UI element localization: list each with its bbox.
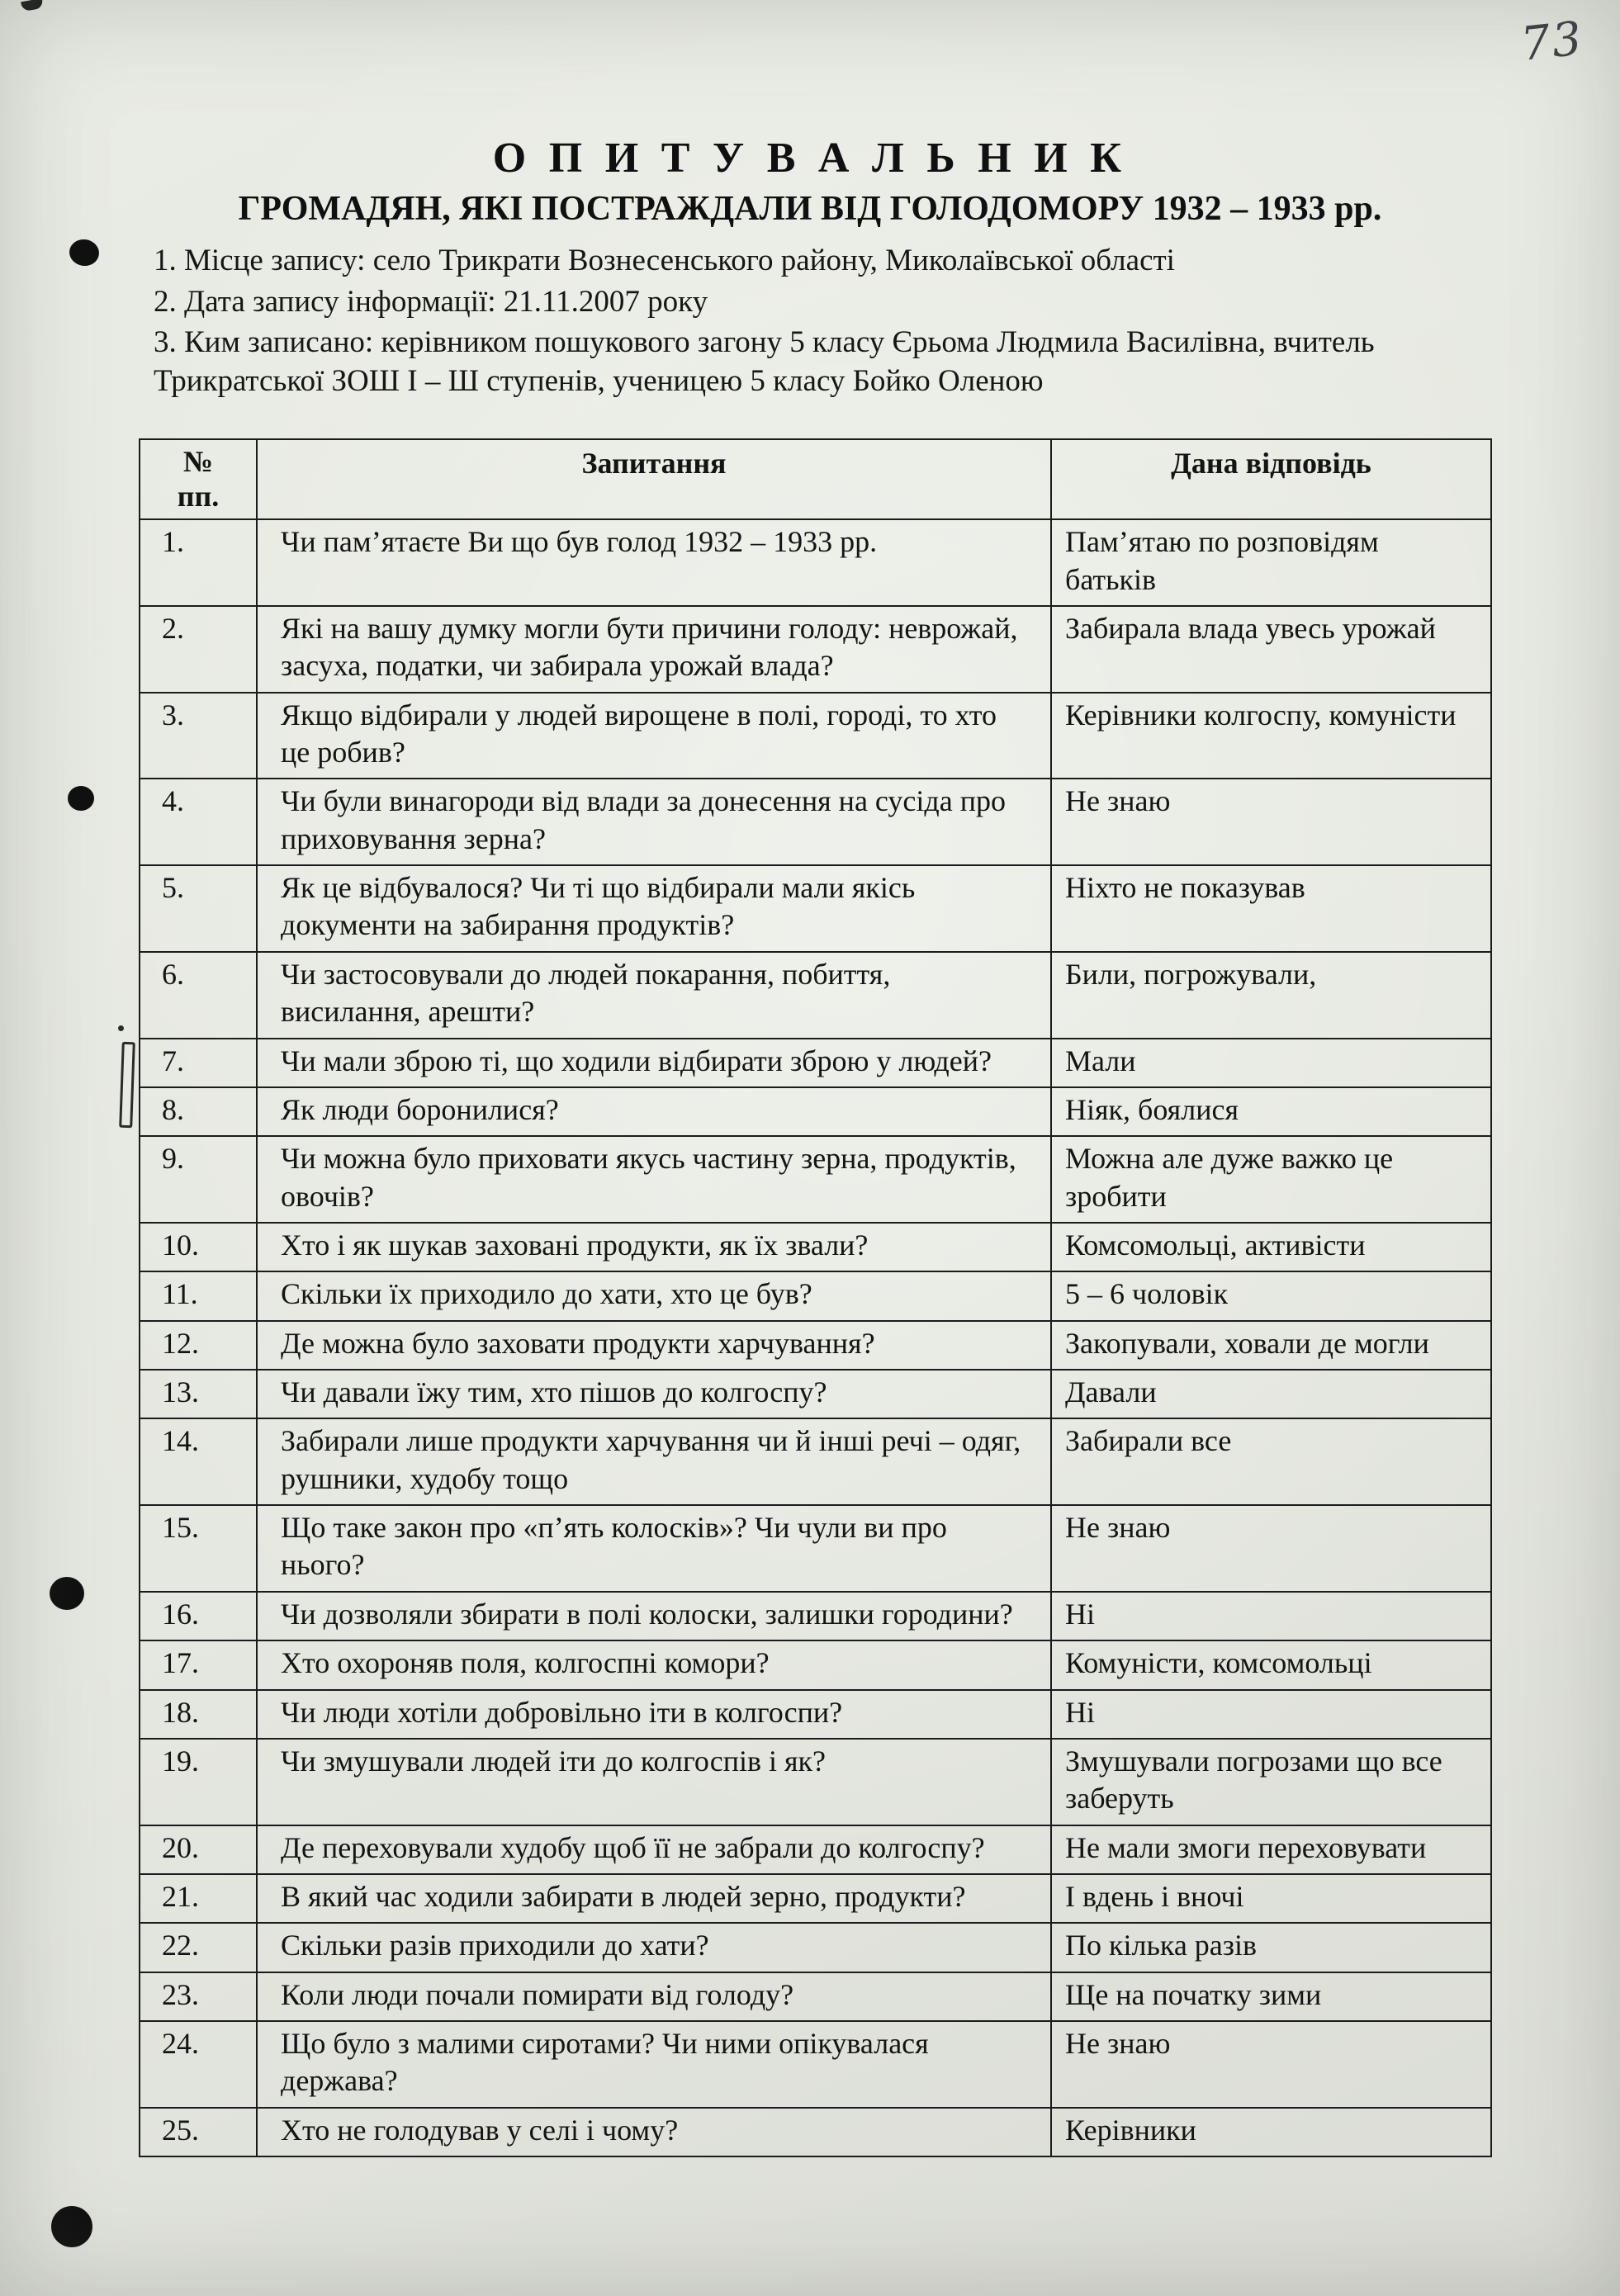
table-row bbox=[140, 952, 1491, 1039]
row-number: 25. bbox=[140, 2108, 257, 2156]
row-answer: Не знаю bbox=[1051, 779, 1491, 865]
table-row bbox=[140, 1136, 1491, 1223]
table-row bbox=[140, 1321, 1491, 1370]
table-row bbox=[140, 1505, 1491, 1592]
row-answer: І вдень і вночі bbox=[1051, 1874, 1491, 1923]
table-row bbox=[140, 693, 1491, 779]
row-answer: Можна але дуже важко це зробити bbox=[1051, 1136, 1491, 1223]
row-question: Як це відбувалося? Чи ті що відбирали мали якісь документи на забирання продуктів? bbox=[257, 865, 1051, 952]
table-row bbox=[140, 1223, 1491, 1271]
row-answer: Били, погрожували, bbox=[1051, 952, 1491, 1039]
row-number: 3. bbox=[140, 693, 257, 779]
row-number: 11. bbox=[140, 1271, 257, 1320]
row-answer: Змушували погрозами що все заберуть bbox=[1051, 1739, 1491, 1825]
row-question: Коли люди почали помирати від голоду? bbox=[257, 1972, 1051, 2021]
row-number: 9. bbox=[140, 1136, 257, 1223]
row-question: Скільки разів приходили до хати? bbox=[257, 1923, 1051, 1972]
document-title: О П И Т У В А Л Ь Н И К bbox=[492, 135, 1128, 182]
row-question: Які на вашу думку могли бути причини голоду: неврожай, засуха, податки, чи забирала урожай влада? bbox=[257, 606, 1051, 693]
row-question: Якщо відбирали у людей вирощене в полі, городі, то хто це робив? bbox=[257, 693, 1051, 779]
table-row bbox=[140, 1739, 1491, 1825]
table-row bbox=[140, 865, 1491, 952]
table-row bbox=[140, 2108, 1491, 2156]
row-number: 16. bbox=[140, 1592, 257, 1640]
row-question: Що таке закон про «п’ять колосків»? Чи чули ви про нього? bbox=[257, 1505, 1051, 1592]
table-row bbox=[140, 1874, 1491, 1923]
table-row bbox=[140, 1039, 1491, 1087]
table-row bbox=[140, 1592, 1491, 1640]
row-question: Що було з малими сиротами? Чи ними опікувалася держава? bbox=[257, 2021, 1051, 2108]
row-answer: 5 – 6 чоловік bbox=[1051, 1271, 1491, 1320]
row-number: 12. bbox=[140, 1321, 257, 1370]
hole-punch-dot bbox=[50, 1577, 84, 1610]
row-number: 8. bbox=[140, 1087, 257, 1136]
row-answer: Ніхто не показував bbox=[1051, 865, 1491, 952]
row-answer: Давали bbox=[1051, 1370, 1491, 1418]
table-row bbox=[140, 1370, 1491, 1418]
record-metadata bbox=[154, 242, 1528, 400]
row-number: 5. bbox=[140, 865, 257, 952]
table-row bbox=[140, 1087, 1491, 1136]
row-number: 14. bbox=[140, 1418, 257, 1505]
table-row bbox=[140, 779, 1491, 865]
table-row bbox=[140, 1923, 1491, 1972]
row-question: Де можна було заховати продукти харчування? bbox=[257, 1321, 1051, 1370]
row-number: 4. bbox=[140, 779, 257, 865]
row-number: 20. bbox=[140, 1825, 257, 1874]
row-number: 22. bbox=[140, 1923, 257, 1972]
row-question: Чи мали зброю ті, що ходили відбирати зброю у людей? bbox=[257, 1039, 1051, 1087]
column-header-number-line2: пп. bbox=[177, 479, 220, 513]
table-row bbox=[140, 2021, 1491, 2108]
row-number: 7. bbox=[140, 1039, 257, 1087]
row-question: Чи можна було приховати якусь частину зерна, продуктів, овочів? bbox=[257, 1136, 1051, 1223]
row-question: Чи пам’ятаєте Ви що був голод 1932 – 1933 рр. bbox=[257, 519, 1051, 606]
row-question: Забирали лише продукти харчування чи й інші речі – одяг, рушники, худобу тощо bbox=[257, 1418, 1051, 1505]
column-header-number bbox=[140, 439, 257, 519]
staple-mark bbox=[119, 1042, 135, 1128]
table-row bbox=[140, 1640, 1491, 1689]
hole-punch-dot bbox=[51, 2206, 92, 2247]
row-answer: По кілька разів bbox=[1051, 1923, 1491, 1972]
row-number: 24. bbox=[140, 2021, 257, 2108]
document-header bbox=[0, 0, 1620, 400]
row-question: Чи застосовували до людей покарання, побиття, висилання, арешти? bbox=[257, 952, 1051, 1039]
row-answer: Забирала влада увесь урожай bbox=[1051, 606, 1491, 693]
meta-recorder-line: 3. Ким записано: керівником пошукового загону 5 класу Єрьома Людмила Василівна, вчитель Трикратської ЗОШ І – Ш ступенів, ученицею 5 класу Бойко Оленою bbox=[154, 325, 1375, 398]
row-question: Чи дозволяли збирати в полі колоски, залишки городини? bbox=[257, 1592, 1051, 1640]
row-number: 18. bbox=[140, 1690, 257, 1739]
row-question: Чи змушували людей іти до колгоспів і як? bbox=[257, 1739, 1051, 1825]
row-number: 1. bbox=[140, 519, 257, 606]
handwritten-page-number: 73 bbox=[1518, 12, 1586, 72]
row-answer: Керівники колгоспу, комуністи bbox=[1051, 693, 1491, 779]
table-row bbox=[140, 606, 1491, 693]
row-number: 21. bbox=[140, 1874, 257, 1923]
row-answer: Забирали все bbox=[1051, 1418, 1491, 1505]
row-question: Де переховували худобу щоб її не забрали до колгоспу? bbox=[257, 1825, 1051, 1874]
row-number: 6. bbox=[140, 952, 257, 1039]
row-question: Чи були винагороди від влади за донесення на сусіда про приховування зерна? bbox=[257, 779, 1051, 865]
column-header-number-line1: № bbox=[182, 445, 214, 479]
row-answer: Пам’ятаю по розповідям батьків bbox=[1051, 519, 1491, 606]
table-row bbox=[140, 519, 1491, 606]
row-answer: Ще на початку зими bbox=[1051, 1972, 1491, 2021]
questionnaire-table bbox=[139, 438, 1492, 2157]
table-row bbox=[140, 1972, 1491, 2021]
table-row bbox=[140, 1825, 1491, 1874]
table-header bbox=[140, 439, 1491, 519]
row-question: Хто не голодував у селі і чому? bbox=[257, 2108, 1051, 2156]
row-number: 23. bbox=[140, 1972, 257, 2021]
row-question: Хто охороняв поля, колгоспні комори? bbox=[257, 1640, 1051, 1689]
column-header-question: Запитання bbox=[257, 439, 1051, 519]
row-answer: Не мали змоги переховувати bbox=[1051, 1825, 1491, 1874]
table-row bbox=[140, 1271, 1491, 1320]
row-question: Хто і як шукав заховані продукти, як їх звали? bbox=[257, 1223, 1051, 1271]
row-number: 13. bbox=[140, 1370, 257, 1418]
row-answer: Закопували, ховали де могли bbox=[1051, 1321, 1491, 1370]
row-number: 19. bbox=[140, 1739, 257, 1825]
row-answer: Не знаю bbox=[1051, 1505, 1491, 1592]
staple-mark-dot bbox=[118, 1025, 124, 1031]
row-answer: Не знаю bbox=[1051, 2021, 1491, 2108]
questionnaire-body bbox=[140, 519, 1491, 2156]
row-number: 10. bbox=[140, 1223, 257, 1271]
row-question: Чи давали їжу тим, хто пішов до колгоспу? bbox=[257, 1370, 1051, 1418]
row-answer: Ніяк, боялися bbox=[1051, 1087, 1491, 1136]
row-answer: Комсомольці, активісти bbox=[1051, 1223, 1491, 1271]
row-question: Як люди боронилися? bbox=[257, 1087, 1051, 1136]
row-question: Скільки їх приходило до хати, хто це був? bbox=[257, 1271, 1051, 1320]
row-question: В який час ходили забирати в людей зерно, продукти? bbox=[257, 1874, 1051, 1923]
table-row bbox=[140, 1690, 1491, 1739]
row-answer: Мали bbox=[1051, 1039, 1491, 1087]
row-number: 17. bbox=[140, 1640, 257, 1689]
document-subtitle: ГРОМАДЯН, ЯКІ ПОСТРАЖДАЛИ ВІД ГОЛОДОМОРУ 1932 – 1933 рр. bbox=[238, 190, 1382, 228]
column-header-answer: Дана відповідь bbox=[1051, 439, 1491, 519]
row-answer: Ні bbox=[1051, 1690, 1491, 1739]
table-row bbox=[140, 1418, 1491, 1505]
row-question: Чи люди хотіли добровільно іти в колгоспи? bbox=[257, 1690, 1051, 1739]
row-number: 15. bbox=[140, 1505, 257, 1592]
row-answer: Комуністи, комсомольці bbox=[1051, 1640, 1491, 1689]
meta-place-line: 1. Місце запису: село Трикрати Вознесенського району, Миколаївської області bbox=[154, 244, 1175, 277]
hole-punch-dot bbox=[68, 786, 94, 811]
meta-date-line: 2. Дата запису інформації: 21.11.2007 року bbox=[154, 284, 708, 319]
row-number: 2. bbox=[140, 606, 257, 693]
row-answer: Керівники bbox=[1051, 2108, 1491, 2156]
row-answer: Ні bbox=[1051, 1592, 1491, 1640]
